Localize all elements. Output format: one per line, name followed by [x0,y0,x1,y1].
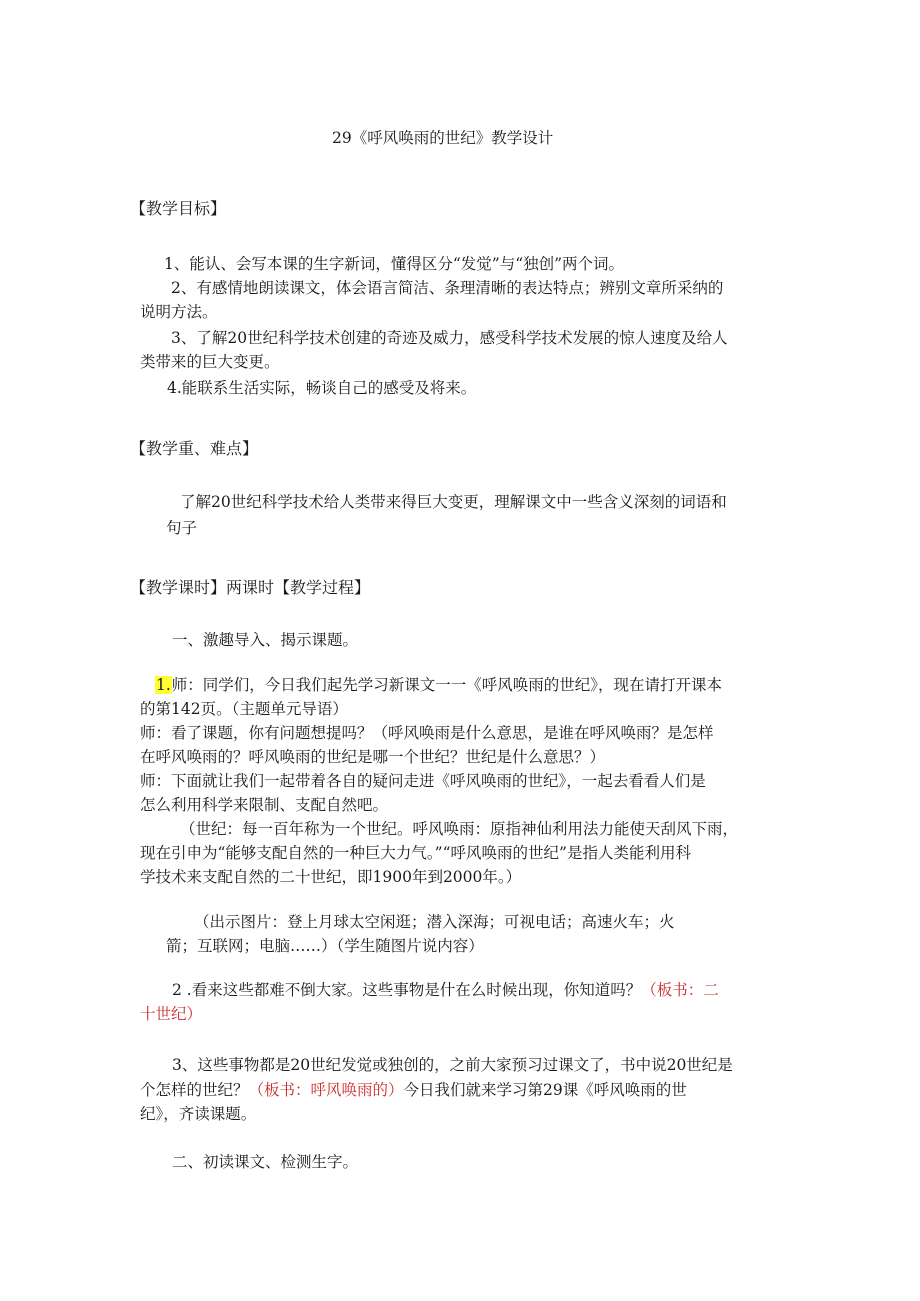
goal-item: 4.能联系生活实际，畅谈自己的感受及将来。 [167,379,477,397]
goal-item: 2、有感情地朗读课文，体会语言简洁、条理清晰的表达特点；辨别文章所采纳的 [171,279,724,297]
step1-line: 在呼风唤雨的？呼风唤雨的世纪是哪一个世纪？世纪是什么意思？） [140,748,606,766]
step3-line [140,1078,687,1103]
note-line: （世纪：每一百年称为一个世纪。呼风唤雨：原指神仙利用法力能使天刮风下雨， [180,820,739,838]
part1-heading: 一、激趣导入、揭示课题。 [172,631,359,649]
step3-text: 个怎样的世纪？ [140,1081,249,1099]
goal-item: 说明方法。 [140,303,218,321]
pictures-line: （出示图片：登上月球太空闲逛；潜入深海；可视电话；高速火车；火 [194,913,675,931]
goal-item: 1、能认、会写本课的生字新词，懂得区分“发觉”与“独创”两个词。 [164,255,625,273]
note-line: 学技术来支配自然的二十世纪，即1900年到2000年。） [140,868,522,886]
board-note: （板书：二 [641,981,719,999]
note-line: 现在引申为“能够支配自然的一种巨大力气。”“呼风唤雨的世纪”是指人类能利用科 [140,844,691,862]
document-title: 29《呼风唤雨的世纪》教学设计 [332,129,554,147]
board-note: （板书：呼风唤雨的） [248,1081,404,1099]
schedule-heading: 【教学课时】两课时【教学过程】 [130,578,371,597]
key-point-line: 句子 [166,519,198,537]
step-number-highlight: 1. [156,676,171,694]
step2-line [172,978,719,1003]
step2-text: 2 .看来这些都难不倒大家。这些事物是什在么时候出现，你知道吗？ [172,981,642,999]
key-points-heading: 【教学重、难点】 [130,439,259,458]
goal-item: 类带来的巨大变更。 [140,353,280,371]
step3-text: 今日我们就来学习第29课《呼风唤雨的世 [403,1081,687,1099]
part2-heading: 二、初读课文、检测生字。 [172,1153,359,1171]
step3-line: 3、这些事物都是20世纪发觉或独创的，之前大家预习过课文了，书中说20世纪是 [172,1056,733,1074]
step1-line: 师：看了课题，你有问题想提吗？（呼风唤雨是什么意思，是谁在呼风唤雨？是怎样 [140,724,714,742]
key-point-line: 了解20世纪科学技术给人类带来得巨大变更，理解课文中一些含义深刻的词语和 [180,493,727,511]
step1-text: 师：同学们，今日我们起先学习新课文一一《呼风唤雨的世纪》，现在请打开课本 [171,676,723,694]
pictures-line: 箭；互联网；电脑……）（学生随图片说内容） [166,937,484,955]
step1-line: 的第142页。（主题单元导语） [140,700,348,718]
goals-heading: 【教学目标】 [130,199,227,218]
goal-item: 3、了解20世纪科学技术创建的奇迹及威力，感受科学技术发展的惊人速度及给人 [171,329,728,347]
step1-line: 师：下面就让我们一起带着各自的疑问走进《呼风唤雨的世纪》，一起去看看人们是 [140,772,706,790]
step1-line [155,673,722,698]
step3-line: 纪》，齐读课题。 [140,1105,257,1123]
board-note: 十世纪） [140,1005,203,1023]
step1-line: 怎么利用科学来限制、支配自然吧。 [140,796,389,814]
